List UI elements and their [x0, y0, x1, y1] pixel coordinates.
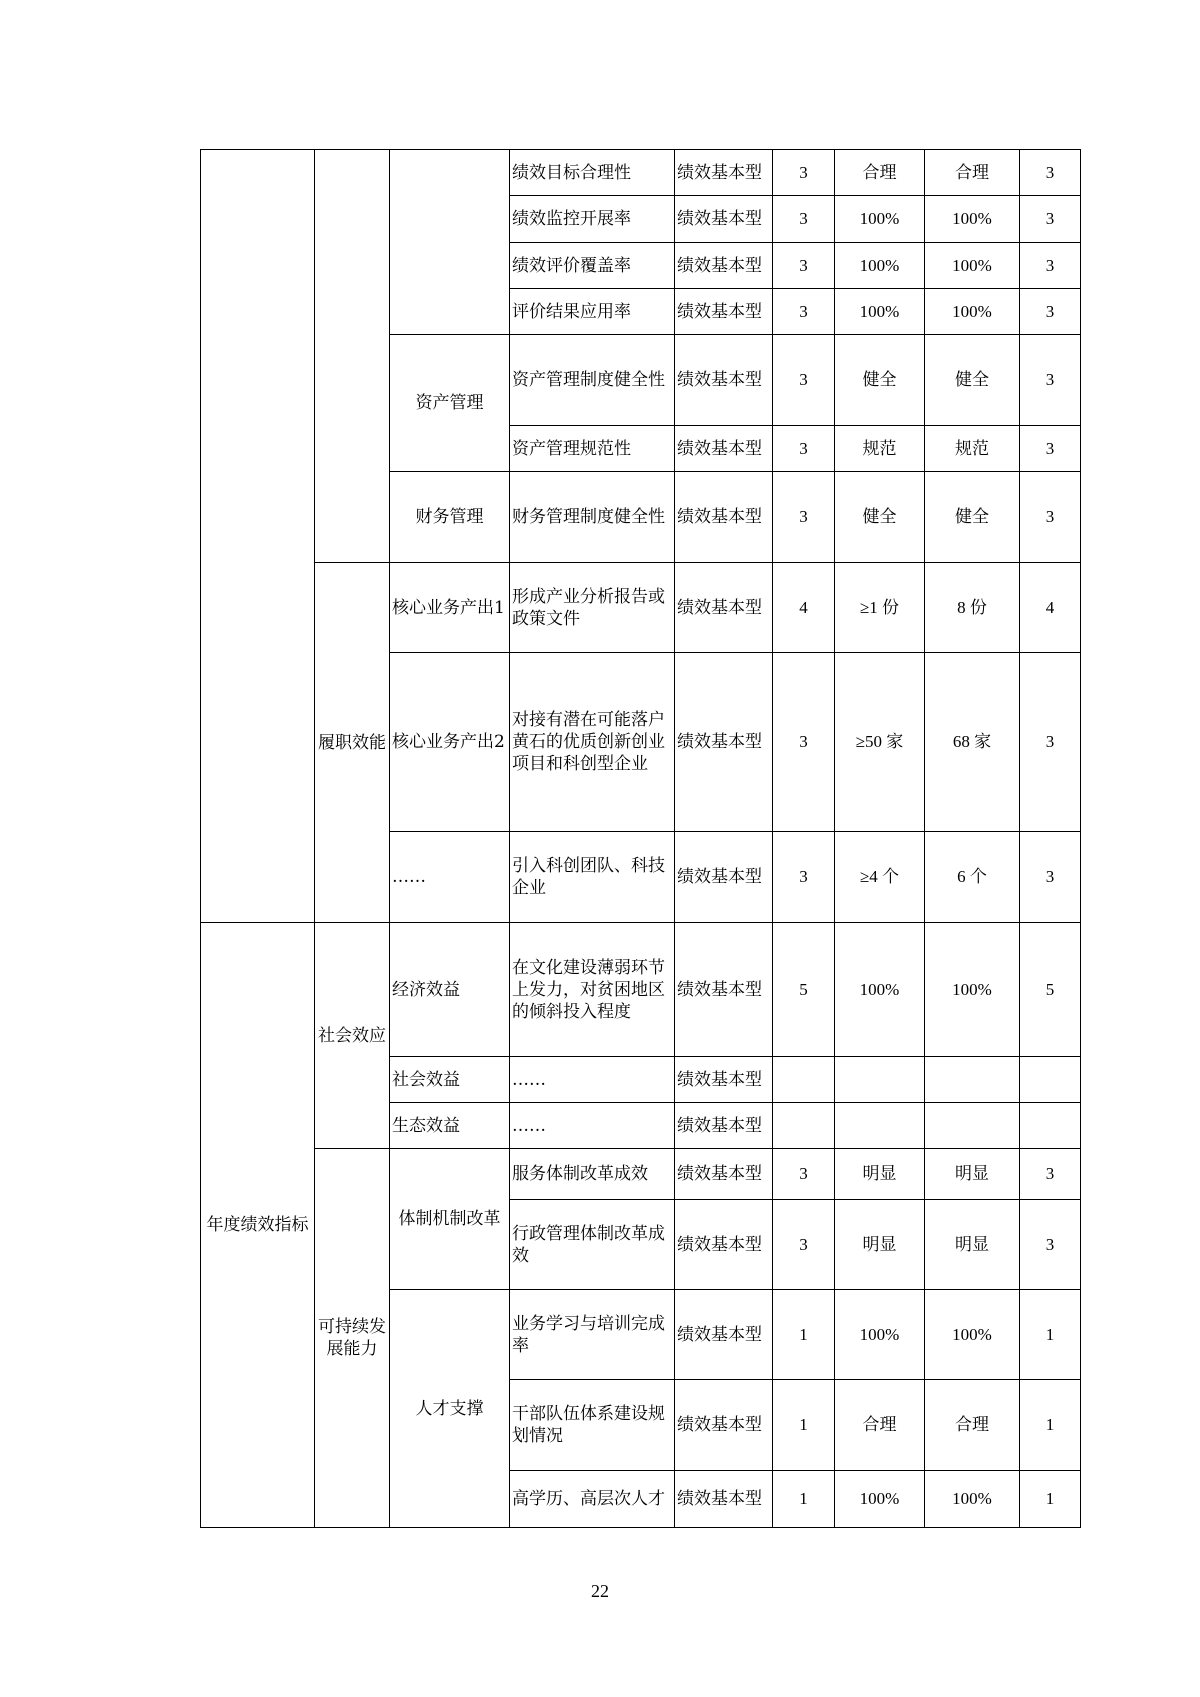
indicator-cell: 干部队伍体系建设规划情况 [510, 1380, 675, 1471]
target-cell: 合理 [835, 1380, 925, 1471]
indicator-cell: …… [510, 1103, 675, 1149]
type-cell: 绩效基本型 [675, 1471, 773, 1528]
level2-cell [315, 150, 390, 563]
weight-cell: 5 [773, 923, 835, 1057]
type-cell: 绩效基本型 [675, 1103, 773, 1149]
type-cell: 绩效基本型 [675, 472, 773, 563]
indicator-cell: 财务管理制度健全性 [510, 472, 675, 563]
target-cell: 明显 [835, 1149, 925, 1200]
type-cell: 绩效基本型 [675, 426, 773, 472]
actual-cell [925, 1057, 1020, 1103]
actual-cell: 100% [925, 289, 1020, 335]
weight-cell: 3 [773, 1149, 835, 1200]
level3-cell: 核心业务产出2 [390, 653, 510, 832]
level3-cell: 核心业务产出1 [390, 563, 510, 653]
score-cell [1020, 1103, 1081, 1149]
indicator-cell: 在文化建设薄弱环节上发力，对贫困地区的倾斜投入程度 [510, 923, 675, 1057]
target-cell: 健全 [835, 335, 925, 426]
weight-cell: 3 [773, 150, 835, 196]
target-cell: 100% [835, 923, 925, 1057]
target-cell: 100% [835, 243, 925, 289]
actual-cell: 68 家 [925, 653, 1020, 832]
level3-cell: 社会效益 [390, 1057, 510, 1103]
level2-cell: 履职效能 [315, 563, 390, 923]
weight-cell: 3 [773, 653, 835, 832]
target-cell: ≥50 家 [835, 653, 925, 832]
actual-cell: 8 份 [925, 563, 1020, 653]
weight-cell [773, 1057, 835, 1103]
type-cell: 绩效基本型 [675, 243, 773, 289]
table-row [201, 923, 1081, 1057]
target-cell: 100% [835, 1471, 925, 1528]
actual-cell: 规范 [925, 426, 1020, 472]
score-cell: 1 [1020, 1380, 1081, 1471]
target-cell: 规范 [835, 426, 925, 472]
actual-cell: 100% [925, 923, 1020, 1057]
score-cell: 3 [1020, 289, 1081, 335]
weight-cell: 3 [773, 289, 835, 335]
level3-cell [390, 150, 510, 335]
actual-cell: 100% [925, 243, 1020, 289]
score-cell: 3 [1020, 335, 1081, 426]
indicator-cell: 服务体制改革成效 [510, 1149, 675, 1200]
target-cell: 合理 [835, 150, 925, 196]
type-cell: 绩效基本型 [675, 1380, 773, 1471]
score-cell: 3 [1020, 150, 1081, 196]
weight-cell: 3 [773, 426, 835, 472]
performance-indicator-table [200, 149, 1081, 1528]
target-cell: 健全 [835, 472, 925, 563]
score-cell: 3 [1020, 653, 1081, 832]
weight-cell: 1 [773, 1290, 835, 1380]
level3-cell: …… [390, 832, 510, 923]
weight-cell: 3 [773, 196, 835, 243]
type-cell: 绩效基本型 [675, 563, 773, 653]
weight-cell: 4 [773, 563, 835, 653]
weight-cell: 3 [773, 1200, 835, 1290]
target-cell: 明显 [835, 1200, 925, 1290]
level3-cell: 生态效益 [390, 1103, 510, 1149]
score-cell: 1 [1020, 1290, 1081, 1380]
score-cell: 3 [1020, 243, 1081, 289]
level3-cell: 体制机制改革 [390, 1149, 510, 1290]
score-cell: 3 [1020, 472, 1081, 563]
score-cell: 3 [1020, 832, 1081, 923]
type-cell: 绩效基本型 [675, 832, 773, 923]
type-cell: 绩效基本型 [675, 1200, 773, 1290]
weight-cell: 1 [773, 1380, 835, 1471]
target-cell [835, 1057, 925, 1103]
score-cell: 3 [1020, 196, 1081, 243]
indicator-cell: 行政管理体制改革成效 [510, 1200, 675, 1290]
score-cell: 4 [1020, 563, 1081, 653]
indicator-cell: 资产管理规范性 [510, 426, 675, 472]
target-cell: ≥4 个 [835, 832, 925, 923]
actual-cell: 健全 [925, 472, 1020, 563]
table-row [201, 563, 1081, 653]
level3-cell: 资产管理 [390, 335, 510, 472]
target-cell: 100% [835, 1290, 925, 1380]
table-row [201, 150, 1081, 196]
indicator-cell: 形成产业分析报告或政策文件 [510, 563, 675, 653]
level3-cell: 人才支撑 [390, 1290, 510, 1528]
indicator-cell: 绩效监控开展率 [510, 196, 675, 243]
indicator-cell: 绩效评价覆盖率 [510, 243, 675, 289]
type-cell: 绩效基本型 [675, 1057, 773, 1103]
level1-cell: 年度绩效指标 [201, 923, 315, 1528]
type-cell: 绩效基本型 [675, 923, 773, 1057]
indicator-cell: 资产管理制度健全性 [510, 335, 675, 426]
score-cell: 3 [1020, 426, 1081, 472]
weight-cell: 3 [773, 335, 835, 426]
actual-cell [925, 1103, 1020, 1149]
actual-cell: 明显 [925, 1200, 1020, 1290]
weight-cell [773, 1103, 835, 1149]
indicator-cell: …… [510, 1057, 675, 1103]
actual-cell: 健全 [925, 335, 1020, 426]
weight-cell: 3 [773, 832, 835, 923]
actual-cell: 6 个 [925, 832, 1020, 923]
type-cell: 绩效基本型 [675, 335, 773, 426]
score-cell: 1 [1020, 1471, 1081, 1528]
actual-cell: 合理 [925, 1380, 1020, 1471]
target-cell [835, 1103, 925, 1149]
level2-cell: 社会效应 [315, 923, 390, 1149]
weight-cell: 3 [773, 472, 835, 563]
actual-cell: 明显 [925, 1149, 1020, 1200]
weight-cell: 1 [773, 1471, 835, 1528]
actual-cell: 合理 [925, 150, 1020, 196]
indicator-cell: 评价结果应用率 [510, 289, 675, 335]
level3-cell: 经济效益 [390, 923, 510, 1057]
page-number: 22 [591, 1581, 609, 1601]
score-cell: 3 [1020, 1200, 1081, 1290]
actual-cell: 100% [925, 1471, 1020, 1528]
indicator-cell: 绩效目标合理性 [510, 150, 675, 196]
type-cell: 绩效基本型 [675, 1149, 773, 1200]
weight-cell: 3 [773, 243, 835, 289]
indicator-cell: 对接有潜在可能落户黄石的优质创新创业项目和科创型企业 [510, 653, 675, 832]
indicator-cell: 高学历、高层次人才 [510, 1471, 675, 1528]
target-cell: 100% [835, 289, 925, 335]
indicator-cell: 业务学习与培训完成率 [510, 1290, 675, 1380]
type-cell: 绩效基本型 [675, 150, 773, 196]
table-row [201, 1149, 1081, 1200]
score-cell [1020, 1057, 1081, 1103]
level3-cell: 财务管理 [390, 472, 510, 563]
target-cell: ≥1 份 [835, 563, 925, 653]
actual-cell: 100% [925, 196, 1020, 243]
type-cell: 绩效基本型 [675, 653, 773, 832]
level2-cell: 可持续发展能力 [315, 1149, 390, 1528]
type-cell: 绩效基本型 [675, 1290, 773, 1380]
actual-cell: 100% [925, 1290, 1020, 1380]
score-cell: 3 [1020, 1149, 1081, 1200]
type-cell: 绩效基本型 [675, 196, 773, 243]
level1-cell [201, 150, 315, 923]
indicator-cell: 引入科创团队、科技企业 [510, 832, 675, 923]
score-cell: 5 [1020, 923, 1081, 1057]
type-cell: 绩效基本型 [675, 289, 773, 335]
target-cell: 100% [835, 196, 925, 243]
